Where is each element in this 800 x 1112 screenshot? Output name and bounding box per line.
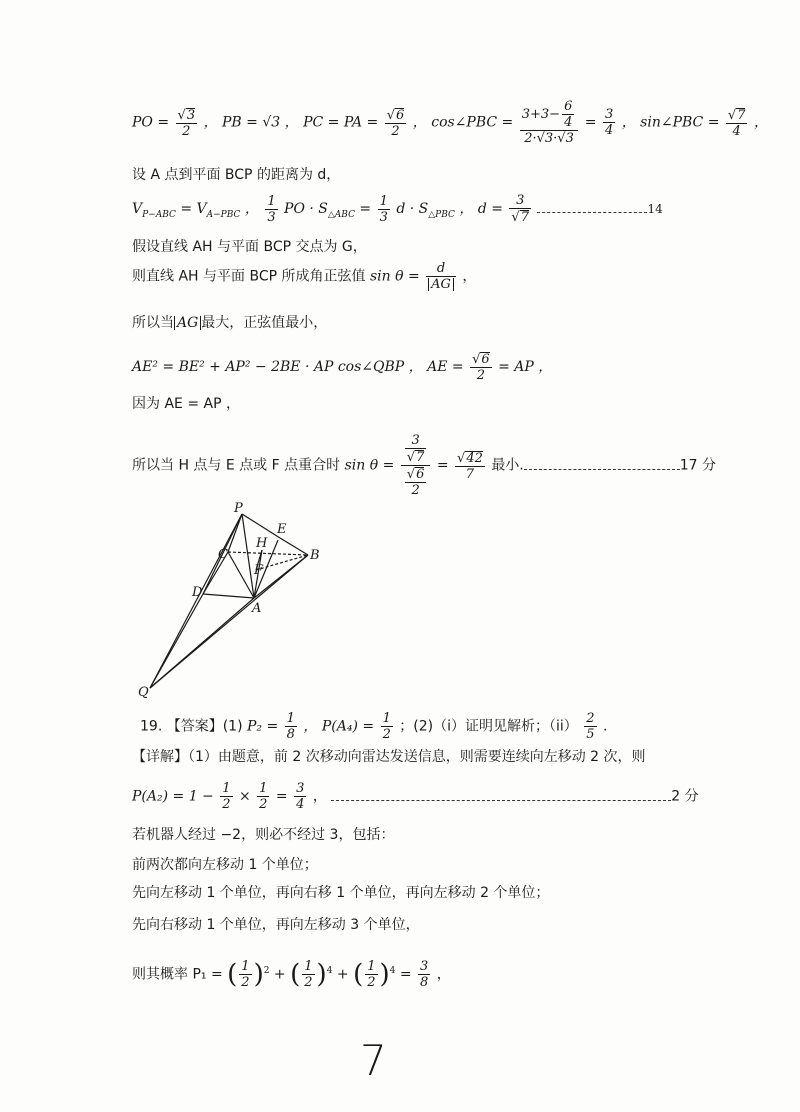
v-symbol: V xyxy=(132,201,143,217)
comma: ， xyxy=(436,966,451,983)
nested-fraction: 3 √ 7 √ $\frac{6}{2}$ xyxy=(401,434,431,497)
equals-sign: = xyxy=(399,966,412,983)
separator: ， xyxy=(240,201,264,217)
pb-value: ， PB = √3 ， xyxy=(203,114,299,131)
pa2-label: P(A₂) = 1 − xyxy=(132,788,214,805)
half-b: $\frac{1}{2}$ xyxy=(259,781,268,812)
equals-sign: = xyxy=(584,114,597,131)
text-b: 最大，正弦值最小， xyxy=(201,315,328,331)
one-third-fraction-2: $\frac{1}{3}$ xyxy=(379,193,388,225)
d-fraction: 3 √ 7 xyxy=(509,194,531,224)
pc-fraction: √ $\frac{6}{2}$ xyxy=(385,108,407,138)
detail-line-4: 前两次都向左移动 1 个单位； xyxy=(132,857,318,873)
edge-pe xyxy=(242,514,280,538)
equals-sign: = xyxy=(275,788,288,805)
comma: ， xyxy=(753,114,768,131)
edge-pa xyxy=(242,514,254,598)
detail-line-7: 则其概率 P₁ = ( $\frac{1}{2}$ )$^2$ + ( $\frac{1}{2}$ )$^4$ + ( $\frac{1}{2}$ )$^4$ = $\frac{3}{8}$ ， xyxy=(132,959,451,990)
edge-qb xyxy=(150,555,308,688)
sine-text: 则直线 AH 与平面 BCP 所成角正弦值 xyxy=(132,268,366,285)
po-s-term: PO · S xyxy=(284,201,328,217)
cos-fraction: 3+3− $\frac{6}{4}$ 2·√3·√3 xyxy=(520,100,579,145)
sin-fraction: √ $\frac{7}{4}$ xyxy=(726,108,748,138)
label-b: B xyxy=(310,548,320,563)
ae-equation-line xyxy=(132,352,552,382)
three-quarters: $\frac{3}{4}$ xyxy=(296,781,305,812)
label-h: H xyxy=(256,536,268,551)
half-1: $\frac{1}{2}$ xyxy=(241,959,250,990)
score-leader xyxy=(524,462,680,470)
text-line-2: 设 A 点到平面 BCP 的距离为 d， xyxy=(132,167,341,183)
sin-theta: sin θ = xyxy=(369,268,420,285)
label-f: F xyxy=(254,563,264,578)
pa4-fraction: $\frac{1}{2}$ xyxy=(382,711,391,742)
sine-definition-line xyxy=(132,262,476,291)
edge-pc xyxy=(228,514,242,552)
result-fraction: √ $\frac{42}{7}$ xyxy=(455,451,485,481)
exp-2: 4 xyxy=(326,965,333,976)
score-14: 14 xyxy=(647,202,663,216)
sin-label: ， sin∠PBC = xyxy=(621,114,720,131)
label-p: P xyxy=(234,501,243,516)
text-line-6 xyxy=(132,316,327,330)
v-equals: = V xyxy=(175,201,207,217)
text-line-8: 因为 AE = AP ， xyxy=(132,396,240,412)
edge-qp xyxy=(150,514,242,688)
d-label: ， d = xyxy=(459,201,503,217)
edge-cb-hidden xyxy=(228,552,308,555)
q19-rest: ；(2)（i）证明见解析；（ii） xyxy=(399,718,578,735)
label-d: D xyxy=(192,585,203,600)
detail-line-1: 【详解】（1）由题意，前 2 次移动向雷达发送信息，则需要连续向左移动 2 次，则 xyxy=(132,749,646,765)
half-2: $\frac{1}{2}$ xyxy=(304,959,313,990)
label-q: Q xyxy=(138,685,149,700)
score-17: 17 分 xyxy=(679,457,717,474)
q19-answer-line xyxy=(140,712,607,741)
po-fraction: √ $\frac{3}{2}$ xyxy=(176,108,198,138)
period: . xyxy=(602,718,608,735)
exp-1: 2 xyxy=(263,965,270,976)
times-sign: × xyxy=(238,788,251,805)
p2-fraction: $\frac{1}{8}$ xyxy=(286,711,295,742)
p2-label: P₂ = xyxy=(247,718,279,735)
label-a: A xyxy=(252,601,262,616)
equals-sign: = xyxy=(354,201,376,217)
score-leader xyxy=(537,205,647,213)
sin-theta-2: sin θ = xyxy=(344,457,395,474)
label-c: C xyxy=(218,547,228,562)
comma: ， xyxy=(462,268,477,285)
score-2: 2 分 xyxy=(671,788,699,805)
plus-sign: + xyxy=(336,966,349,983)
law-of-cosines: AE² = BE² + AP² − 2BE · AP cos∠QBP ， AE = xyxy=(132,359,464,375)
comma: ， xyxy=(312,788,327,805)
detail-line-5: 先向左移动 1 个单位，再向右移 1 个单位，再向左移动 2 个单位； xyxy=(132,885,550,901)
pa4-label: ， P(A₄) = xyxy=(303,718,375,735)
p1-label: 则其概率 P₁ = xyxy=(132,966,223,983)
ae-end: = AP ， xyxy=(498,359,553,375)
edge-da xyxy=(203,594,254,598)
detail-line-6: 先向右移动 1 个单位，再向左移动 3 个单位， xyxy=(132,917,420,933)
text-line-4: 假设直线 AH 与平面 BCP 交点为 G， xyxy=(132,239,367,255)
d-over-ag-fraction: $\frac{d}{AG}$ xyxy=(426,262,456,291)
min-sine-line xyxy=(132,434,716,497)
q19-head: 19. 【答案】(1) xyxy=(140,718,243,735)
ae-fraction: √ $\frac{6}{2}$ xyxy=(470,352,492,382)
v-sub-1: P−ABC xyxy=(142,209,176,220)
min-sine-text: 所以当 H 点与 E 点或 F 点重合时 xyxy=(132,457,341,474)
volume-equation-line xyxy=(132,194,663,224)
pc-label: PC = PA = xyxy=(303,114,379,131)
min-text: 最小. xyxy=(491,457,524,474)
cos-result-fraction: $\frac{3}{4}$ xyxy=(604,107,614,138)
po-label: PO = xyxy=(132,114,170,131)
detail-line-3: 若机器人经过 −2，则必不经过 3，包括： xyxy=(132,827,395,843)
v-sub-2: A−PBC xyxy=(206,209,241,220)
label-e: E xyxy=(277,522,287,537)
cos-label: ， cos∠PBC = xyxy=(412,114,514,131)
detail-line-2 xyxy=(132,782,699,811)
plus-sign: + xyxy=(273,966,286,983)
ii-fraction: $\frac{2}{5}$ xyxy=(586,711,595,742)
half-a: $\frac{1}{2}$ xyxy=(222,781,231,812)
edge-ca xyxy=(228,552,254,598)
equation-line-1 xyxy=(132,100,768,145)
equals-sign: = xyxy=(436,457,449,474)
edge-eb xyxy=(280,538,308,555)
exp-3: 4 xyxy=(389,965,396,976)
s-sub-1: △ABC xyxy=(327,209,355,220)
half-3: $\frac{1}{2}$ xyxy=(367,959,376,990)
ag-abs: AG xyxy=(174,316,201,330)
d-s-term: d · S xyxy=(396,201,429,217)
page-number: 7 xyxy=(360,1036,387,1085)
edge-fb-hidden xyxy=(256,555,308,570)
geometry-figure xyxy=(130,500,330,700)
one-third-fraction: $\frac{1}{3}$ xyxy=(267,193,276,225)
text-a: 所以当 xyxy=(132,315,174,331)
three-eighths: $\frac{3}{8}$ xyxy=(420,959,429,990)
score-leader xyxy=(331,793,671,801)
s-sub-2: △PBC xyxy=(428,209,455,220)
